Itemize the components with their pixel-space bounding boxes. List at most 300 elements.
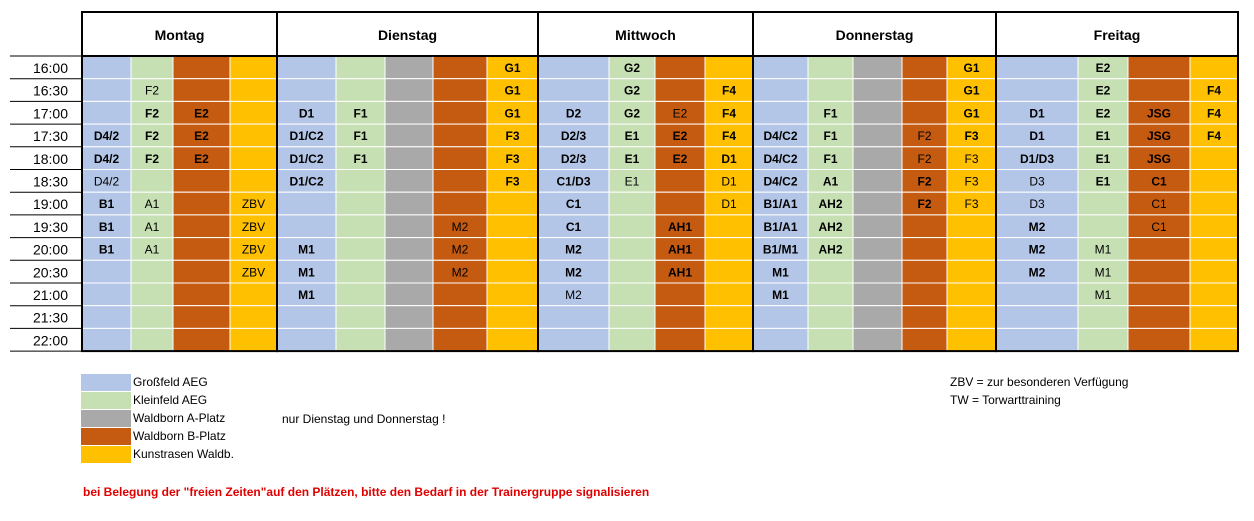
cell-label: D1/C2 (289, 174, 324, 189)
schedule-cell (1128, 79, 1190, 102)
schedule-cell (902, 306, 947, 329)
cell-label: D1 (721, 151, 737, 166)
cell-label: E2 (1095, 83, 1111, 98)
cell-label: F2 (917, 174, 932, 189)
schedule-cell (385, 238, 433, 261)
schedule-cell (947, 283, 996, 306)
schedule-cell (230, 170, 277, 193)
schedule-cell (336, 328, 385, 351)
schedule-cell (433, 79, 487, 102)
cell-label: F2 (144, 83, 160, 98)
schedule-cell (173, 170, 230, 193)
schedule-cell (173, 260, 230, 283)
schedule-cell (808, 328, 853, 351)
cell-label: E2 (194, 129, 209, 144)
schedule-cell (336, 306, 385, 329)
schedule-cell (82, 260, 131, 283)
cell-label: E2 (194, 151, 209, 166)
cell-label: G2 (623, 83, 641, 98)
cell-label: B1/A1 (763, 197, 798, 212)
schedule-cell (808, 306, 853, 329)
legend-swatch (81, 392, 131, 409)
schedule-cell (230, 147, 277, 170)
schedule-cell (609, 215, 655, 238)
schedule-cell (82, 306, 131, 329)
time-label: 17:30 (32, 128, 68, 145)
schedule-cell (853, 328, 902, 351)
abbreviations (950, 373, 1128, 409)
schedule-cell (1190, 192, 1238, 215)
cell-label: M1 (772, 265, 789, 280)
cell-label: JSG (1146, 106, 1172, 121)
schedule-cell (336, 283, 385, 306)
schedule-cell (230, 328, 277, 351)
cell-label: F4 (721, 106, 737, 121)
legend-item (81, 427, 234, 445)
cell-label: G1 (504, 61, 521, 75)
schedule-cell (1128, 56, 1190, 79)
cell-label: M2 (451, 242, 469, 257)
cell-label: AH2 (818, 242, 843, 257)
schedule-cell (433, 192, 487, 215)
schedule-cell (1078, 192, 1128, 215)
schedule-cell (753, 306, 808, 329)
cell-label: G1 (963, 61, 980, 75)
cell-label: F1 (353, 129, 368, 144)
cell-label: M2 (1028, 219, 1046, 234)
cell-label: D4/2 (93, 174, 120, 189)
cell-label: F2 (917, 197, 932, 212)
cell-label: E2 (672, 106, 688, 121)
schedule-cell (173, 79, 230, 102)
schedule-cell (82, 283, 131, 306)
legend-label: Waldborn B-Platz (133, 429, 226, 443)
cell-label: F4 (721, 83, 737, 98)
cell-label: M1 (298, 265, 315, 280)
schedule-cell (609, 192, 655, 215)
cell-label: F3 (964, 151, 979, 166)
schedule-cell (385, 79, 433, 102)
schedule-cell (230, 124, 277, 147)
cell-label: D4/2 (93, 129, 120, 144)
schedule-cell (487, 260, 538, 283)
time-label: 18:30 (32, 173, 68, 190)
cell-label: B1/M1 (762, 242, 799, 257)
schedule-cell (538, 56, 609, 79)
schedule-cell (1190, 260, 1238, 283)
cell-label: D4/C2 (763, 129, 798, 144)
cell-label: M1 (772, 288, 789, 302)
time-label: 22:00 (32, 332, 68, 349)
cell-label: E2 (672, 151, 688, 166)
day-header-label: Dienstag (377, 27, 438, 43)
time-label: 20:30 (32, 264, 68, 281)
schedule-cell (487, 238, 538, 261)
cell-label: D4/2 (93, 151, 120, 166)
day-header-label: Mittwoch (615, 27, 676, 43)
schedule-cell (753, 328, 808, 351)
cell-label: F3 (505, 129, 520, 144)
cell-label: E1 (624, 151, 640, 166)
schedule-cell (173, 192, 230, 215)
cell-label: M2 (1028, 242, 1046, 257)
schedule-cell (1128, 283, 1190, 306)
schedule-cell (1190, 215, 1238, 238)
schedule-cell (1190, 238, 1238, 261)
schedule-cell (947, 260, 996, 283)
cell-label: AH1 (667, 265, 693, 280)
cell-label: M2 (1028, 265, 1046, 280)
cell-label: E1 (624, 174, 640, 189)
schedule-cell (487, 283, 538, 306)
schedule-cell (277, 56, 336, 79)
time-label: 18:00 (32, 150, 68, 167)
schedule-cell (753, 101, 808, 124)
time-label: 21:00 (32, 287, 68, 303)
cell-label: D2/3 (560, 129, 587, 144)
schedule-cell (131, 56, 173, 79)
schedule-cell (902, 238, 947, 261)
schedule-cell (996, 328, 1078, 351)
schedule-cell (487, 328, 538, 351)
cell-label: C1/D3 (556, 174, 591, 189)
schedule-cell (853, 306, 902, 329)
cell-label: F3 (505, 174, 520, 189)
cell-label: ZBV (241, 242, 266, 257)
cell-label: G2 (623, 61, 641, 75)
schedule-cell (853, 147, 902, 170)
schedule-cell (655, 328, 705, 351)
schedule-cell (1128, 260, 1190, 283)
schedule-cell (853, 283, 902, 306)
schedule-cell (173, 238, 230, 261)
cell-label: D1 (298, 106, 315, 121)
cell-label: ZBV (241, 265, 266, 280)
schedule-cell (277, 215, 336, 238)
cell-label: D1/C2 (289, 129, 324, 144)
schedule-cell (173, 306, 230, 329)
cell-label: D1 (721, 197, 737, 212)
cell-label: G2 (623, 106, 641, 121)
cell-label: AH2 (818, 219, 843, 234)
cell-label: D1 (721, 174, 737, 189)
schedule-cell (385, 101, 433, 124)
schedule-cell (433, 328, 487, 351)
schedule-cell (82, 79, 131, 102)
time-label: 16:30 (32, 82, 68, 99)
abbr-zbv: ZBV = zur besonderen Verfügung (950, 375, 1129, 389)
legend-label: Kleinfeld AEG (133, 393, 208, 407)
cell-label: M1 (1094, 288, 1112, 302)
cell-label: C1 (565, 219, 582, 234)
schedule-cell (902, 101, 947, 124)
schedule-cell (336, 238, 385, 261)
cell-label: F1 (823, 129, 838, 144)
cell-label: B1 (98, 219, 115, 234)
cell-label: G1 (504, 106, 521, 121)
schedule-cell (753, 56, 808, 79)
schedule-cell (230, 56, 277, 79)
cell-label: E1 (1095, 129, 1111, 144)
schedule-cell (853, 238, 902, 261)
cell-label: M2 (565, 242, 582, 257)
schedule-cell (82, 56, 131, 79)
cell-label: F3 (964, 129, 979, 144)
time-label: 17:00 (32, 105, 68, 122)
cell-label: F2 (917, 151, 932, 166)
schedule-cell (655, 79, 705, 102)
schedule-cell (1078, 306, 1128, 329)
cell-label: F4 (1206, 129, 1222, 144)
schedule-cell (336, 260, 385, 283)
schedule-cell (902, 260, 947, 283)
schedule-cell (385, 215, 433, 238)
cell-label: F1 (353, 106, 368, 121)
schedule-cell (277, 306, 336, 329)
schedule-cell (1190, 306, 1238, 329)
schedule-cell (173, 56, 230, 79)
schedule-cell (385, 328, 433, 351)
cell-label: A1 (144, 219, 160, 234)
schedule-cell (853, 79, 902, 102)
cell-label: G1 (963, 106, 980, 121)
legend-item (81, 409, 234, 427)
legend-swatch (81, 428, 131, 445)
schedule-cell (808, 260, 853, 283)
cell-label: JSG (1146, 129, 1172, 144)
cell-label: F3 (964, 197, 979, 212)
schedule-cell (947, 328, 996, 351)
cell-label: C1 (1151, 219, 1167, 234)
schedule-cell (336, 215, 385, 238)
cell-label: A1 (144, 197, 160, 212)
schedule-cell (808, 56, 853, 79)
schedule-cell (996, 283, 1078, 306)
schedule-cell (433, 147, 487, 170)
schedule-cell (173, 283, 230, 306)
schedule-cell (1190, 170, 1238, 193)
schedule-cell (385, 283, 433, 306)
schedule-cell (538, 79, 609, 102)
cell-label: C1 (1151, 174, 1167, 189)
cell-label: D1/C2 (289, 151, 324, 166)
cell-label: B1 (98, 242, 115, 257)
schedule-cell (433, 306, 487, 329)
schedule-cell (1128, 328, 1190, 351)
time-label: 16:00 (32, 60, 68, 76)
schedule-cell (853, 215, 902, 238)
cell-label: F4 (1206, 106, 1222, 121)
cell-label: F2 (917, 129, 932, 144)
cell-label: AH1 (667, 242, 693, 257)
cell-label: F1 (823, 106, 838, 121)
cell-label: D4/C2 (763, 174, 798, 189)
schedule-cell (655, 306, 705, 329)
cell-label: E2 (1095, 61, 1111, 75)
cell-label: D3 (1029, 197, 1045, 212)
schedule-cell (609, 283, 655, 306)
cell-label: AH2 (818, 197, 843, 212)
cell-label: M2 (451, 265, 469, 280)
schedule-cell (705, 283, 753, 306)
cell-label: M2 (565, 288, 582, 302)
schedule-cell (487, 192, 538, 215)
schedule-cell (385, 147, 433, 170)
schedule-cell (853, 101, 902, 124)
schedule-cell (1128, 238, 1190, 261)
schedule-cell (655, 170, 705, 193)
schedule-cell (996, 56, 1078, 79)
schedule-cell (385, 170, 433, 193)
schedule-cell (609, 306, 655, 329)
schedule-cell (131, 328, 173, 351)
schedule-cell (277, 328, 336, 351)
cell-label: JSG (1146, 151, 1172, 166)
schedule-cell (277, 79, 336, 102)
cell-label: D3 (1029, 174, 1045, 189)
cell-label: F2 (144, 129, 160, 144)
schedule-cell (1078, 328, 1128, 351)
cell-label: E2 (194, 106, 209, 121)
schedule-cell (538, 328, 609, 351)
cell-label: G1 (963, 83, 980, 98)
schedule-cell (705, 328, 753, 351)
cell-label: E1 (1095, 174, 1111, 189)
schedule-cell (173, 328, 230, 351)
cell-label: M1 (1094, 265, 1112, 280)
schedule-cell (705, 215, 753, 238)
legend (81, 373, 234, 463)
schedule-cell (433, 101, 487, 124)
schedule-cell (1190, 328, 1238, 351)
schedule-cell (808, 283, 853, 306)
legend-swatch (81, 410, 131, 427)
cell-label: D1 (1029, 129, 1045, 144)
schedule-cell (433, 56, 487, 79)
schedule-cell (853, 192, 902, 215)
cell-label: F3 (964, 174, 979, 189)
legend-note: nur Dienstag und Donnerstag ! (282, 412, 446, 426)
schedule-cell (853, 56, 902, 79)
cell-label: M1 (298, 242, 315, 257)
cell-label: A1 (822, 174, 839, 189)
schedule-cell (609, 260, 655, 283)
cell-label: F4 (721, 129, 737, 144)
schedule-cell (131, 170, 173, 193)
schedule-cell (947, 238, 996, 261)
schedule-cell (336, 192, 385, 215)
schedule-cell (609, 328, 655, 351)
cell-label: AH1 (667, 219, 693, 234)
schedule-cell (808, 79, 853, 102)
schedule-cell (753, 79, 808, 102)
schedule-cell (705, 306, 753, 329)
cell-label: A1 (144, 242, 160, 257)
cell-label: D1/D3 (1019, 151, 1055, 166)
schedule-cell (230, 306, 277, 329)
cell-label: M1 (1094, 242, 1112, 257)
schedule-cell (853, 170, 902, 193)
schedule-cell (902, 328, 947, 351)
cell-label: G1 (504, 83, 521, 98)
schedule-cell (336, 56, 385, 79)
legend-item (81, 373, 234, 391)
schedule-cell (853, 124, 902, 147)
cell-label: D2/3 (560, 151, 587, 166)
cell-label: ZBV (241, 197, 266, 212)
cell-label: C1 (565, 197, 582, 212)
schedule-cell (230, 283, 277, 306)
schedule-cell (705, 238, 753, 261)
schedule-cell (487, 306, 538, 329)
cell-label: D1 (1029, 106, 1045, 121)
schedule-cell (82, 328, 131, 351)
cell-label: ZBV (241, 219, 266, 234)
cell-label: F2 (144, 106, 160, 121)
schedule-cell (705, 260, 753, 283)
schedule-cell (131, 260, 173, 283)
cell-label: E1 (1095, 151, 1111, 166)
schedule-cell (902, 283, 947, 306)
schedule-cell (1078, 215, 1128, 238)
cell-label: F4 (1206, 83, 1222, 98)
cell-label: F1 (353, 151, 368, 166)
schedule-cell (947, 306, 996, 329)
time-label: 19:00 (32, 196, 68, 213)
schedule-cell (655, 283, 705, 306)
schedule-cell (82, 101, 131, 124)
footer-note: bei Belegung der "freien Zeiten"auf den Plätzen, bitte den Bedarf in der Trainergruppe signalisieren (83, 485, 650, 499)
schedule-cell (1128, 306, 1190, 329)
cell-label: B1/A1 (763, 219, 798, 234)
legend-item (81, 445, 234, 463)
legend-label: Waldborn A-Platz (133, 411, 226, 425)
schedule-cell (1190, 147, 1238, 170)
schedule-cell (131, 306, 173, 329)
schedule-cell (385, 56, 433, 79)
schedule-cell (277, 192, 336, 215)
day-header-label: Montag (154, 27, 205, 43)
cell-label: D2 (565, 106, 582, 121)
legend-swatch (81, 446, 131, 463)
schedule-cell (902, 79, 947, 102)
schedule-cell (433, 124, 487, 147)
schedule-cell (655, 56, 705, 79)
time-label: 21:30 (32, 309, 68, 326)
schedule-cell (902, 215, 947, 238)
cell-label: F3 (505, 151, 520, 166)
cell-label: M1 (298, 288, 315, 302)
time-label: 20:00 (32, 241, 68, 258)
schedule-cell (230, 79, 277, 102)
schedule-cell (902, 56, 947, 79)
cell-label: D4/C2 (763, 151, 798, 166)
cell-label: F2 (144, 151, 160, 166)
legend-label: Großfeld AEG (133, 375, 208, 389)
cell-label: E1 (624, 129, 640, 144)
schedule-cell (173, 215, 230, 238)
cell-label: M2 (451, 219, 469, 234)
schedule-cell (996, 306, 1078, 329)
schedule-cell (947, 215, 996, 238)
legend-item (81, 391, 234, 409)
day-header-label: Freitag (1093, 27, 1141, 43)
time-label: 19:30 (32, 218, 68, 235)
schedule-cell (853, 260, 902, 283)
cell-label: E2 (672, 129, 688, 144)
schedule-cell (385, 192, 433, 215)
schedule-cell (538, 306, 609, 329)
